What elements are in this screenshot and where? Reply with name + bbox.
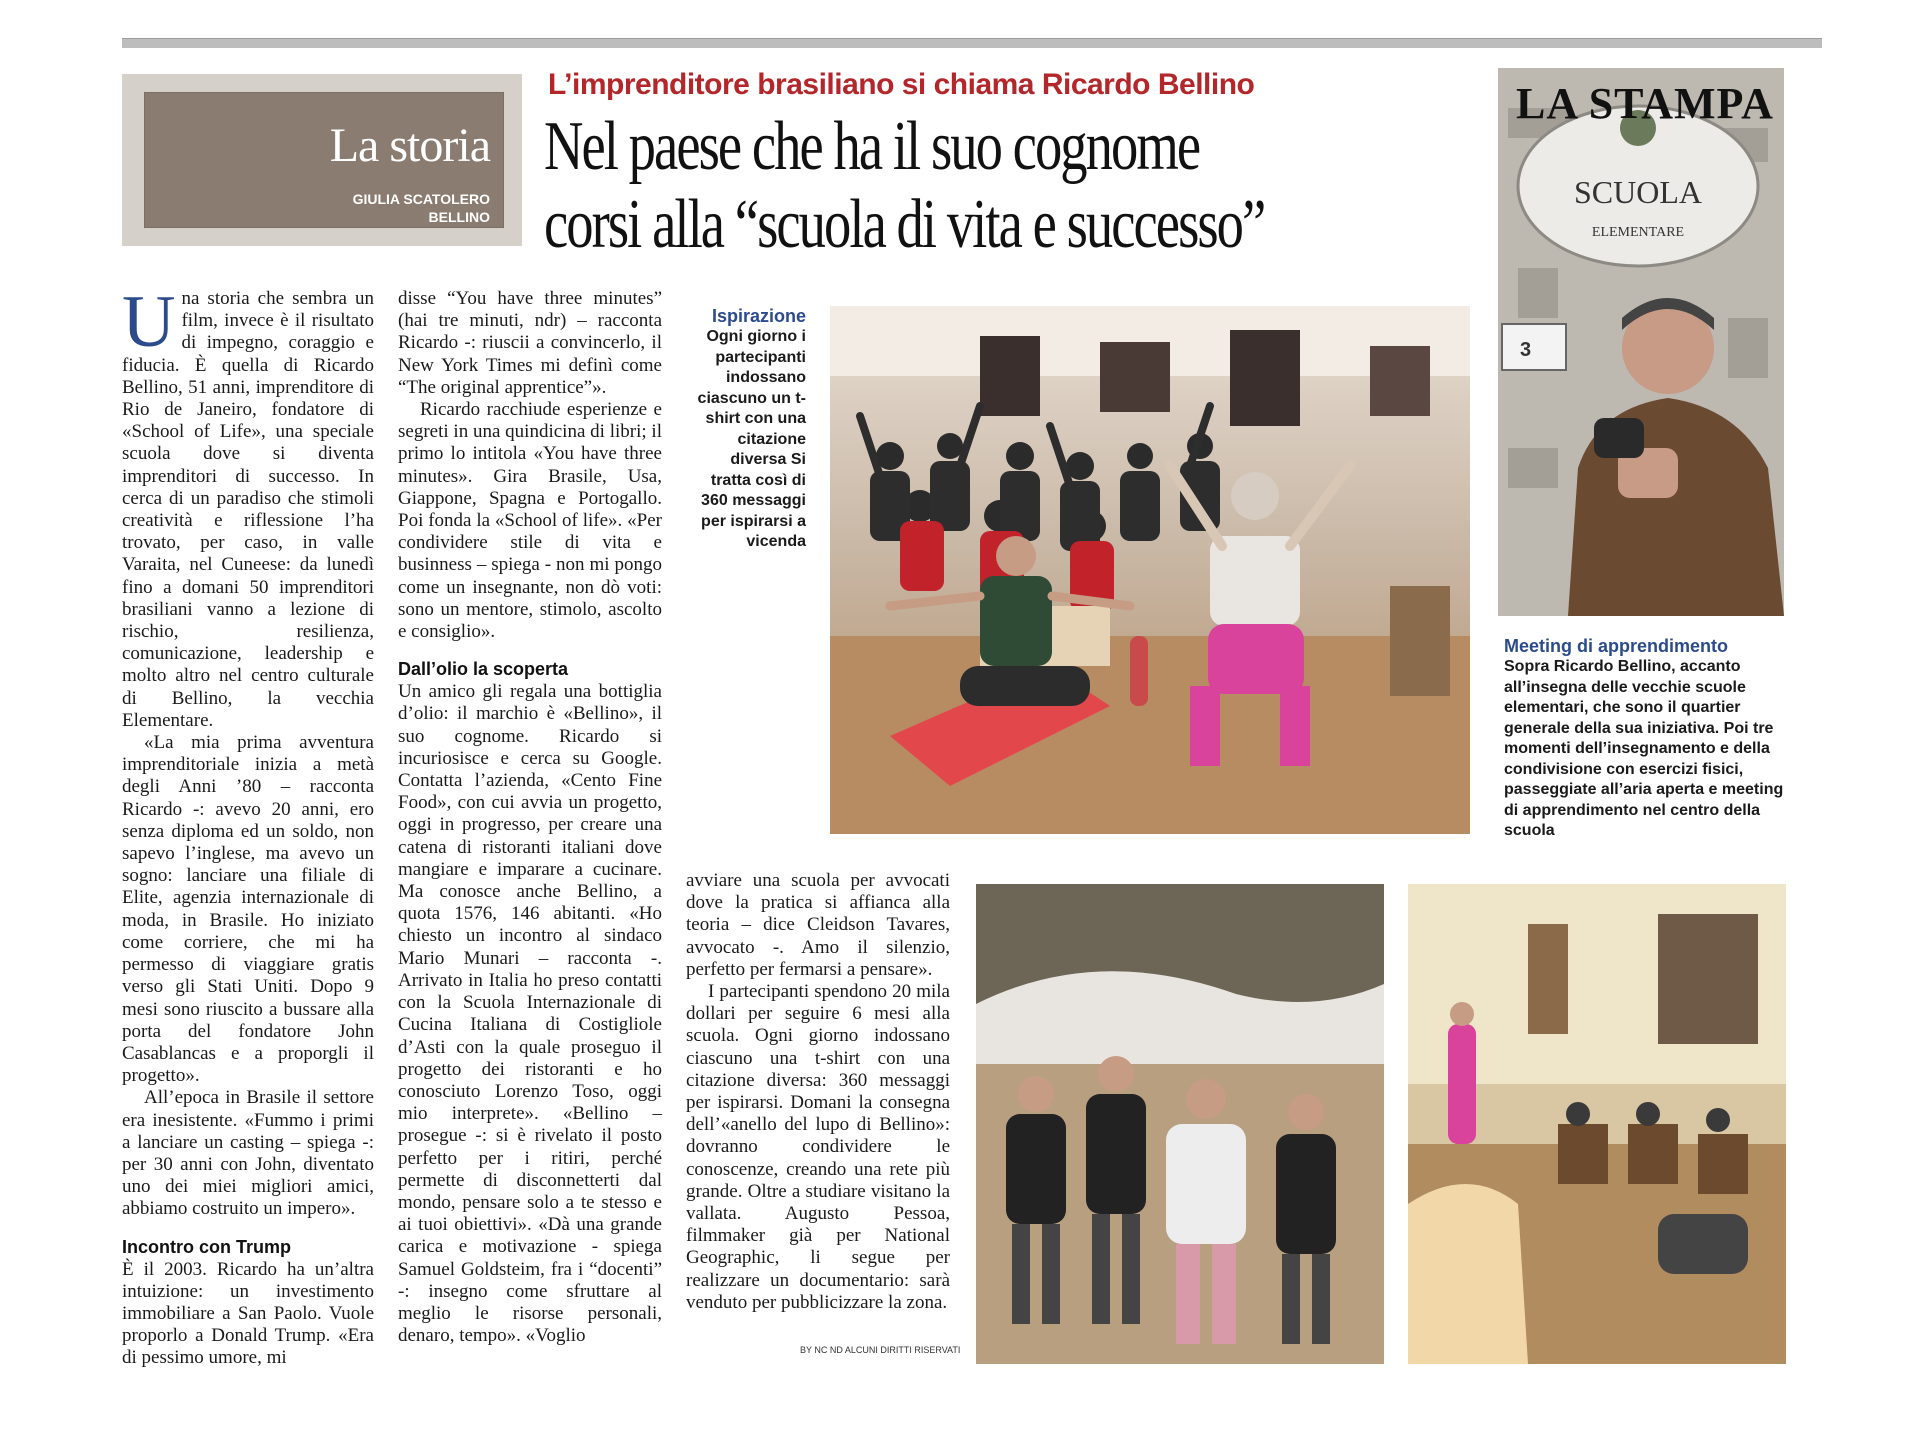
photo-portrait-image xyxy=(1498,68,1784,616)
caption-text: Ogni giorno i partecipanti indossano ciascuno un t-shirt con una citazione diversa Si tratta così di 360 messaggi per ispirarsi a vicenda xyxy=(697,328,806,550)
paragraph: I partecipanti spendono 20 mila dollari per seguire 6 mesi alla scuola. Ogni giorno indossano ciascuno una t-shirt con una citazione diversa: 360 messaggi per ispirarsi. Domani la consegna dell’«anello del lupo di Bellino»: dovranno condividere le conoscenze, creando una rete più grande. Oltre a studiare visitano la vallata. Augusto Pessoa, filmmaker già per National Geographic, li segue per realizzare un documentario: sarà venduto per pubblicizzare la zona. xyxy=(686,981,950,1313)
caption-title: Ispirazione xyxy=(711,306,806,326)
sign-text-1: SCUOLA xyxy=(1573,174,1703,210)
photo-outdoor-walk-image xyxy=(976,884,1384,1364)
drop-cap: U xyxy=(122,281,176,363)
photo-meeting-room-image xyxy=(1408,884,1786,1364)
headline-line-1: Nel paese che ha il suo cognome xyxy=(544,108,1200,185)
paragraph: Un amico gli regala una bottiglia d’olio: il marchio è «Bellino», il suo cognome. Ricardo si incuriosisce e cerca su Google. Contatta l’azienda, «Cento Fine Food», con cui avvia un progetto, oggi in progresso, per creare una catena di ristoranti italiani dove mangiare e imparare a cucinare. Ma conosce anche Bellino, a quota 1576, 146 abitanti. «Ho chiesto un incontro al sindaco Mario Munari – racconta -. Arrivato in Italia ho preso contatti con la Scuola Internazionale di Cucina Italiana di Costigliole d’Asti con la quale proseguo il progetto dei ristoranti e ho conosciuto Lorenzo Toso, oggi mio interprete». «Bellino – prosegue -: si è rivelato il posto perfetto per i ritiri, perché permette di disconnetterti dal mondo, pensare solo a te stesso e ai tuoi obiettivi». «Dà una grande carica e motivazione - spiega Samuel Goldsteim, fra i “docenti” -: insegno come sfruttare al meglio le risorse personali, denaro, tempo». «Voglio xyxy=(398,681,662,1347)
caption-title: Meeting di apprendimento xyxy=(1504,636,1729,656)
overline: L’imprenditore brasiliano si chiama Ricardo Bellino xyxy=(548,68,1255,101)
subheading: Incontro con Trump xyxy=(122,1236,291,1257)
photo-outdoor-walk xyxy=(976,884,1384,1364)
paragraph: avviare una scuola per avvocati dove la pratica si affianca alla teoria – dice Cleidson Tavares, avvocato -. Amo il silenzio, perfetto per fermarsi a pensare». xyxy=(686,870,950,980)
headline-line-2: corsi alla “scuola di vita e successo” xyxy=(544,186,1265,263)
caption-inspiration xyxy=(686,306,806,553)
author-name: GIULIA SCATOLERO xyxy=(352,191,490,207)
caption-text: Sopra Ricardo Bellino, accanto all’insegna delle vecchie scuole elementari, che sono il quartier generale della sua iniziativa. Poi tre momenti dell’insegnamento e della condivisione con esercizi fisici, passeggiate all’aria aperta e meeting di apprendimento nel centro della scuola xyxy=(1504,658,1784,839)
headline xyxy=(544,108,1293,264)
photo-indoor-exercise-image xyxy=(830,306,1470,834)
article-column-2 xyxy=(398,288,662,1347)
byline xyxy=(353,190,490,226)
house-number: 3 xyxy=(1520,339,1532,361)
subheading: Dall’olio la scoperta xyxy=(398,659,569,680)
article-column-1 xyxy=(122,281,374,1370)
article-column-3 xyxy=(686,870,950,1314)
photo-portrait xyxy=(1498,68,1784,616)
paragraph: disse “You have three minutes” (hai tre minuti, ndr) – racconta Ricardo -: riuscii a convincerlo, il New York Times mi definì come “The original apprentice”». xyxy=(398,288,662,398)
paragraph: È il 2003. Ricardo ha un’altra intuizione: un investimento immobiliare a San Paolo. Vuole proporlo a Donald Trump. «Era di pessimo umore, mi xyxy=(122,1258,374,1369)
photo-meeting-room xyxy=(1408,884,1786,1364)
paragraph: «La mia prima avventura imprenditoriale inizia a metà degli Anni ’80 – racconta Ricardo -: avevo 20 anni, ero senza diploma ed un soldo, non sapevo l’inglese, ma avevo un sogno: lanciare una filiale di Elite, agenzia internazionale di moda, in Brasile. Ho iniziato come corriere, che mi ha permesso di viaggiare gratis verso gli Stati Uniti. Dopo 9 mesi sono riuscito a bussare alla porta del fondatore John Casablancas e a proporgli il progetto». xyxy=(122,732,374,1087)
section-label: La storia xyxy=(329,119,490,172)
kicker-panel xyxy=(144,92,504,228)
paragraph: All’epoca in Brasile il settore era inesistente. «Fummo i primi a lanciare un casting – spiega -: per 30 anni con John, diventato uno dei miei migliori amici, abbiamo costruito un impero». xyxy=(122,1087,374,1220)
dateline: BELLINO xyxy=(428,209,490,225)
top-rule xyxy=(122,38,1822,48)
license-note: BY NC ND ALCUNI DIRITTI RISERVATI xyxy=(800,1345,961,1355)
paragraph: na storia che sembra un film, invece è il risultato di impegno, coraggio e fiducia. È quella di Ricardo Bellino, 51 anni, imprenditore di Rio de Janeiro, fondatore di «School of Life», una speciale scuola dove si diventa imprenditori di successo. In cerca di un paradiso che stimoli creatività e riflessione l’ha trovato, per caso, in valle Varaita, nel Cuneese: da lunedì fino a domani 50 imprenditori brasiliani vanno a lezione di rischio, resilienza, comunicazione, leadership e molto altro nel centro culturale di Bellino, la vecchia Elementare. xyxy=(122,288,374,731)
paragraph: Ricardo racchiude esperienze e segreti in una quindicina di libri; il primo lo intitola «You have three minutes». Gira Brasile, Usa, Giappone, Spagna e Portogallo. Poi fonda la «School of life». «Per condividere stile di vita e businness – spiega - non mi pongo come un insegnante, non dò voti: sono un mentore, stimolo, ascolto e consiglio». xyxy=(398,399,662,643)
newspaper-logo: LA STAMPA xyxy=(1516,79,1774,128)
photo-indoor-exercise xyxy=(830,306,1470,834)
caption-meeting xyxy=(1504,636,1790,842)
kicker-box xyxy=(122,74,522,246)
sign-text-2: ELEMENTARE xyxy=(1591,225,1685,240)
